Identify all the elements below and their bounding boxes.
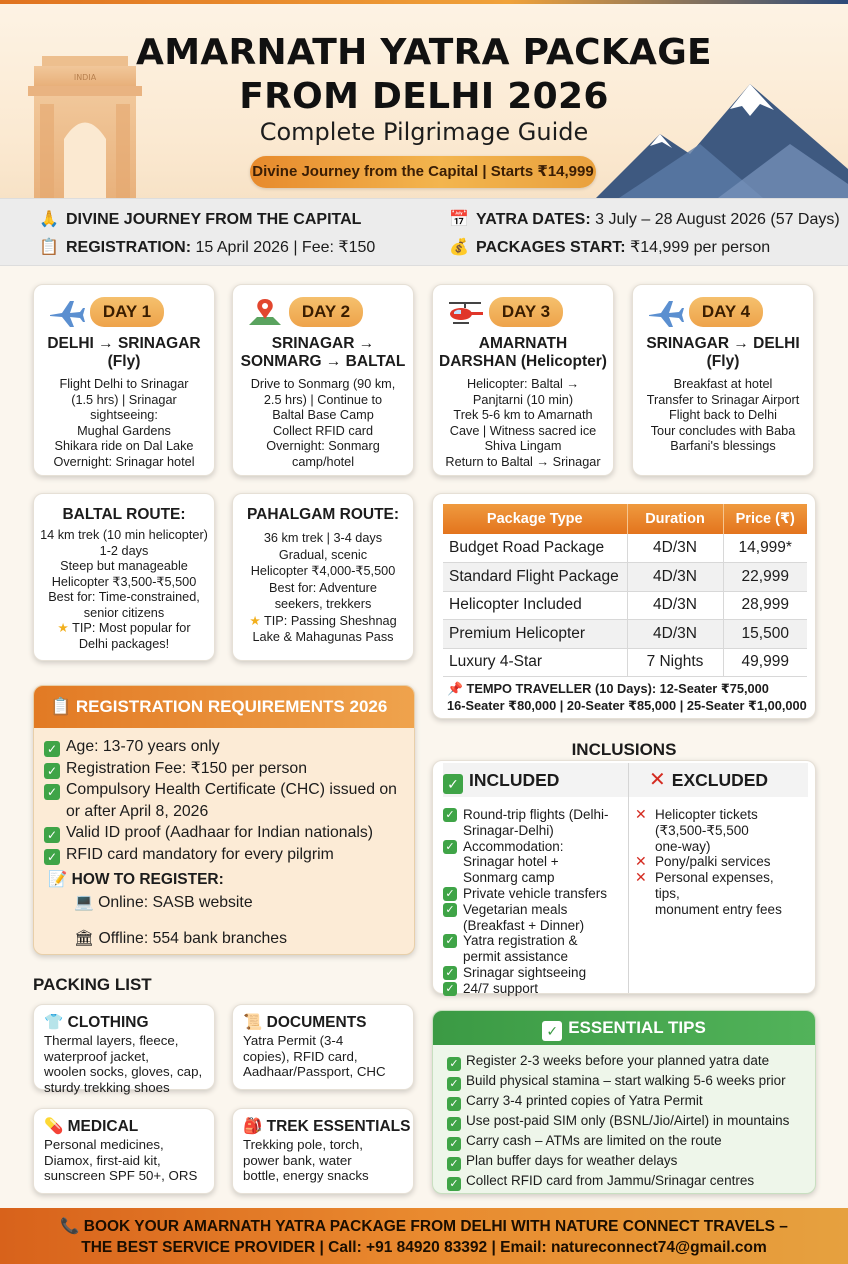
table-cell: Luxury 4-Star bbox=[443, 648, 627, 677]
packing-card-clothing bbox=[33, 1004, 215, 1095]
scroll-icon: 📜 bbox=[243, 1014, 263, 1031]
day-card-2 bbox=[232, 284, 414, 476]
helicopter-icon bbox=[445, 297, 485, 329]
registration-card bbox=[33, 685, 415, 955]
packing-card-trek-essentials bbox=[232, 1108, 414, 1194]
excluded-list bbox=[629, 797, 808, 918]
cross-icon: ✕ bbox=[649, 769, 666, 791]
day-title: SRINAGAR → DELHI (Fly) bbox=[646, 335, 800, 370]
excluded-column bbox=[628, 763, 808, 993]
included-list bbox=[443, 797, 628, 997]
registration-heading: 📋 REGISTRATION REQUIREMENTS 2026 bbox=[34, 686, 414, 728]
price-table bbox=[443, 504, 807, 677]
packing-card-documents bbox=[232, 1004, 414, 1090]
check-icon: ✓ bbox=[443, 840, 457, 854]
list-item: ✓ Age: 13-70 years only bbox=[44, 736, 410, 758]
day-label: DAY 2 bbox=[289, 297, 363, 327]
info-registration: 📋 REGISTRATION: 15 April 2026 | Fee: ₹150 bbox=[39, 239, 376, 256]
calendar-icon: 📅 bbox=[449, 211, 469, 228]
bank-icon: 🏛 bbox=[74, 930, 95, 947]
route-body: 14 km trek (10 min helicopter) 1-2 days Steep but manageable Helicopter ₹3,500-₹5,500 Best for: Time-constrained, senior citizens ★ TIP: Most popular for Delhi packages! bbox=[40, 528, 208, 651]
list-item: ✓ Private vehicle transfers bbox=[443, 886, 628, 902]
register-online: 💻 Online: SASB website bbox=[74, 894, 253, 911]
footer-line-2: THE BEST SERVICE PROVIDER | Call: +91 84920 83392 | Email: natureconnect74@gmail.com bbox=[81, 1239, 767, 1256]
table-cell: 28,999 bbox=[723, 591, 807, 620]
day-label: DAY 1 bbox=[90, 297, 164, 327]
list-item: ✓ Plan buffer days for weather delays bbox=[447, 1151, 789, 1171]
check-icon: ✓ bbox=[447, 1117, 461, 1131]
list-item: ✓ Yatra registration & permit assistance bbox=[443, 933, 628, 965]
check-icon: ✓ bbox=[447, 1077, 461, 1091]
table-cell: Helicopter Included bbox=[443, 591, 627, 620]
info-yatra-dates: 📅 YATRA DATES: 3 July – 28 August 2026 (57 Days) bbox=[449, 211, 840, 228]
info-divine-journey: 🙏 DIVINE JOURNEY FROM THE CAPITAL bbox=[39, 211, 362, 228]
route-title: PAHALGAM ROUTE: bbox=[246, 506, 400, 523]
check-icon: ✓ bbox=[542, 1021, 562, 1041]
pushpin-icon: 📌 bbox=[447, 681, 463, 696]
check-icon: ✓ bbox=[447, 1097, 461, 1111]
footer-banner bbox=[0, 1208, 848, 1264]
check-icon: ✓ bbox=[44, 849, 60, 865]
table-header-row bbox=[443, 504, 807, 534]
info-strip bbox=[0, 198, 848, 266]
packing-card-body: Personal medicines, Diamox, first-aid kit, sunscreen SPF 50+, ORS bbox=[44, 1137, 198, 1183]
essential-tips-card bbox=[432, 1010, 816, 1194]
table-cell: 4D/3N bbox=[627, 620, 723, 649]
register-offline: 🏛 Offline: 554 bank branches bbox=[74, 930, 287, 947]
route-title: BALTAL ROUTE: bbox=[62, 506, 186, 523]
list-item: ✓ 24/7 support bbox=[443, 981, 628, 997]
table-cell: 7 Nights bbox=[627, 648, 723, 677]
table-cell: Standard Flight Package bbox=[443, 563, 627, 592]
day-card-3 bbox=[432, 284, 614, 476]
day-title: AMARNATH DARSHAN (Helicopter) bbox=[439, 335, 607, 370]
table-cell: 4D/3N bbox=[627, 563, 723, 592]
registration-list bbox=[44, 736, 410, 866]
list-item: ✓ Registration Fee: ₹150 per person bbox=[44, 758, 410, 780]
check-icon: ✓ bbox=[447, 1057, 461, 1071]
column-header: Duration bbox=[627, 504, 723, 534]
check-icon: ✓ bbox=[443, 808, 457, 822]
list-item: ✓ Collect RFID card from Jammu/Srinagar centres bbox=[447, 1171, 789, 1191]
list-item: ✓ Use post-paid SIM only (BSNL/Jio/Airtel) in mountains bbox=[447, 1111, 789, 1131]
packing-card-title: 💊 MEDICAL bbox=[44, 1118, 139, 1135]
backpack-icon: 🎒 bbox=[243, 1118, 263, 1135]
day-body: Breakfast at hotel Transfer to Srinagar Airport Flight back to Delhi Tour concludes with Baba Barfani's blessings bbox=[646, 377, 800, 453]
table-cell: 15,500 bbox=[723, 620, 807, 649]
route-body: 36 km trek | 3-4 days Gradual, scenic Helicopter ₹4,000-₹5,500 Best for: Adventure seekers, trekkers ★ TIP: Passing Sheshnag Lake & Mahagunas Pass bbox=[249, 531, 397, 644]
pill-icon: 💊 bbox=[44, 1118, 64, 1135]
day-body: Helicopter: Baltal → Panjtarni (10 min) Trek 5-6 km to Amarnath Cave | Witness sacred ice Shiva Lingam Return to Baltal → Srinagar bbox=[445, 377, 601, 469]
table-cell: 49,999 bbox=[723, 648, 807, 677]
packing-card-title: 🎒 TREK ESSENTIALS bbox=[243, 1118, 411, 1135]
check-icon: ✓ bbox=[443, 903, 457, 917]
check-icon: ✓ bbox=[443, 966, 457, 980]
tempo-traveller-note: 📌 TEMPO TRAVELLER (10 Days): 12-Seater ₹75,000 16-Seater ₹80,000 | 20-Seater ₹85,000 | 25-Seater ₹1,00,000 bbox=[447, 681, 807, 713]
list-item-continuation: or after April 8, 2026 bbox=[66, 802, 209, 820]
packing-card-title: 📜 DOCUMENTS bbox=[243, 1014, 367, 1031]
day-label: DAY 4 bbox=[689, 297, 763, 327]
list-item: ✓ RFID card mandatory for every pilgrim bbox=[44, 844, 410, 866]
praying-hands-icon: 🙏 bbox=[39, 211, 59, 228]
phone-icon: 📞 bbox=[60, 1218, 80, 1235]
info-packages-start: 💰 PACKAGES START: ₹14,999 per person bbox=[449, 239, 771, 256]
column-header: Package Type bbox=[443, 504, 627, 534]
day-label: DAY 3 bbox=[489, 297, 563, 327]
header-banner bbox=[0, 4, 848, 200]
table-row bbox=[443, 563, 807, 592]
page-title-line1: AMARNATH YATRA PACKAGE bbox=[136, 32, 712, 73]
day-body: Drive to Sonmarg (90 km, 2.5 hrs) | Continue to Baltal Base Camp Collect RFID card Overnight: Sonmarg camp/hotel bbox=[250, 377, 396, 469]
check-icon: ✓ bbox=[44, 741, 60, 757]
how-to-register-label: 📝 HOW TO REGISTER: bbox=[48, 871, 224, 888]
check-icon: ✓ bbox=[44, 827, 60, 843]
clipboard-icon: 📋 bbox=[39, 239, 59, 256]
list-item: ✕ Helicopter tickets (₹3,500-₹5,500 one-way) bbox=[635, 806, 758, 854]
star-icon: ★ bbox=[57, 621, 69, 635]
laptop-icon: 💻 bbox=[74, 894, 94, 911]
list-item: ✓ Srinagar sightseeing bbox=[443, 965, 628, 981]
table-cell: 14,999* bbox=[723, 534, 807, 563]
check-icon: ✓ bbox=[447, 1177, 461, 1191]
tips-list bbox=[447, 1051, 789, 1191]
packing-card-body: Thermal layers, fleece, waterproof jacket, woolen socks, gloves, cap, sturdy trekking shoes bbox=[44, 1033, 203, 1095]
list-item: ✓ Register 2-3 weeks before your planned yatra date bbox=[447, 1051, 789, 1071]
packing-card-body: Trekking pole, torch, power bank, water bottle, energy snacks bbox=[243, 1137, 369, 1183]
excluded-heading: ✕ EXCLUDED bbox=[629, 763, 808, 797]
day-title: SRINAGAR → SONMARG → BALTAL bbox=[240, 335, 406, 370]
check-icon: ✓ bbox=[44, 784, 60, 800]
tips-heading: ✓ ESSENTIAL TIPS bbox=[433, 1011, 815, 1045]
packing-list-title: PACKING LIST bbox=[33, 975, 152, 994]
included-column bbox=[443, 763, 628, 996]
tshirt-icon: 👕 bbox=[44, 1014, 64, 1031]
inclusions-title: INCLUSIONS bbox=[571, 740, 677, 759]
cross-icon: ✕ bbox=[635, 869, 647, 886]
packing-card-medical bbox=[33, 1108, 215, 1194]
table-cell: Premium Helicopter bbox=[443, 620, 627, 649]
day-body: Flight Delhi to Srinagar (1.5 hrs) | Srinagar sightseeing: Mughal Gardens Shikara ride on Dal Lake Overnight: Srinagar hotel bbox=[53, 377, 195, 469]
list-item: ✓ Carry 3-4 printed copies of Yatra Permit bbox=[447, 1091, 789, 1111]
star-icon: ★ bbox=[249, 613, 261, 628]
list-item: ✓ Accommodation: Srinagar hotel + Sonmarg camp bbox=[443, 839, 628, 886]
map-pin-icon bbox=[245, 297, 285, 329]
airplane-icon bbox=[645, 297, 685, 329]
table-row bbox=[443, 620, 807, 649]
check-icon: ✓ bbox=[447, 1157, 461, 1171]
money-bag-icon: 💰 bbox=[449, 239, 469, 256]
included-heading: ✓ INCLUDED bbox=[443, 763, 628, 797]
list-item: ✓ Vegetarian meals (Breakfast + Dinner) bbox=[443, 902, 628, 934]
tagline-pill: Divine Journey from the Capital | Starts ₹14,999 bbox=[250, 156, 596, 188]
list-item: ✓ Build physical stamina – start walking 5-6 weeks prior bbox=[447, 1071, 789, 1091]
route-card-baltal bbox=[33, 493, 215, 661]
list-item: ✕ Pony/palki services bbox=[635, 853, 771, 870]
inclusions-card bbox=[432, 760, 816, 994]
list-item: ✕ Personal expenses, tips, monument entry fees bbox=[635, 869, 782, 917]
check-icon: ✓ bbox=[44, 763, 60, 779]
memo-icon: 📝 bbox=[48, 871, 68, 888]
packing-card-title: 👕 CLOTHING bbox=[44, 1014, 149, 1031]
check-icon: ✓ bbox=[447, 1137, 461, 1151]
list-item: ✓ Valid ID proof (Aadhaar for Indian nationals) bbox=[44, 822, 410, 844]
list-item: ✓ Compulsory Health Certificate (CHC) issued on bbox=[44, 779, 410, 801]
column-header: Price (₹) bbox=[723, 504, 807, 534]
check-icon: ✓ bbox=[443, 887, 457, 901]
cross-icon: ✕ bbox=[635, 853, 647, 870]
table-row bbox=[443, 591, 807, 620]
check-icon: ✓ bbox=[443, 982, 457, 996]
price-table-card bbox=[432, 493, 816, 719]
day-card-4 bbox=[632, 284, 814, 476]
page-title-line2: FROM DELHI 2026 bbox=[239, 76, 609, 117]
list-item: ✓ Round-trip flights (Delhi- Srinagar-Delhi) bbox=[443, 807, 628, 839]
table-cell: Budget Road Package bbox=[443, 534, 627, 563]
page-subtitle: Complete Pilgrimage Guide bbox=[259, 118, 589, 146]
airplane-icon bbox=[46, 297, 86, 329]
route-card-pahalgam bbox=[232, 493, 414, 661]
day-title: DELHI → SRINAGAR (Fly) bbox=[47, 335, 201, 370]
check-icon: ✓ bbox=[443, 774, 463, 794]
packing-card-body: Yatra Permit (3-4 copies), RFID card, Aadhaar/Passport, CHC bbox=[243, 1033, 386, 1079]
table-cell: 4D/3N bbox=[627, 591, 723, 620]
cross-icon: ✕ bbox=[635, 806, 647, 822]
clipboard-icon: 📋 bbox=[50, 697, 72, 716]
svg-text:INDIA: INDIA bbox=[73, 73, 97, 82]
footer-line-1: 📞 BOOK YOUR AMARNATH YATRA PACKAGE FROM DELHI WITH NATURE CONNECT TRAVELS – bbox=[60, 1218, 788, 1235]
table-row bbox=[443, 648, 807, 677]
day-card-1 bbox=[33, 284, 215, 476]
table-cell: 4D/3N bbox=[627, 534, 723, 563]
table-row bbox=[443, 534, 807, 563]
table-cell: 22,999 bbox=[723, 563, 807, 592]
check-icon: ✓ bbox=[443, 934, 457, 948]
list-item: ✓ Carry cash – ATMs are limited on the route bbox=[447, 1131, 789, 1151]
